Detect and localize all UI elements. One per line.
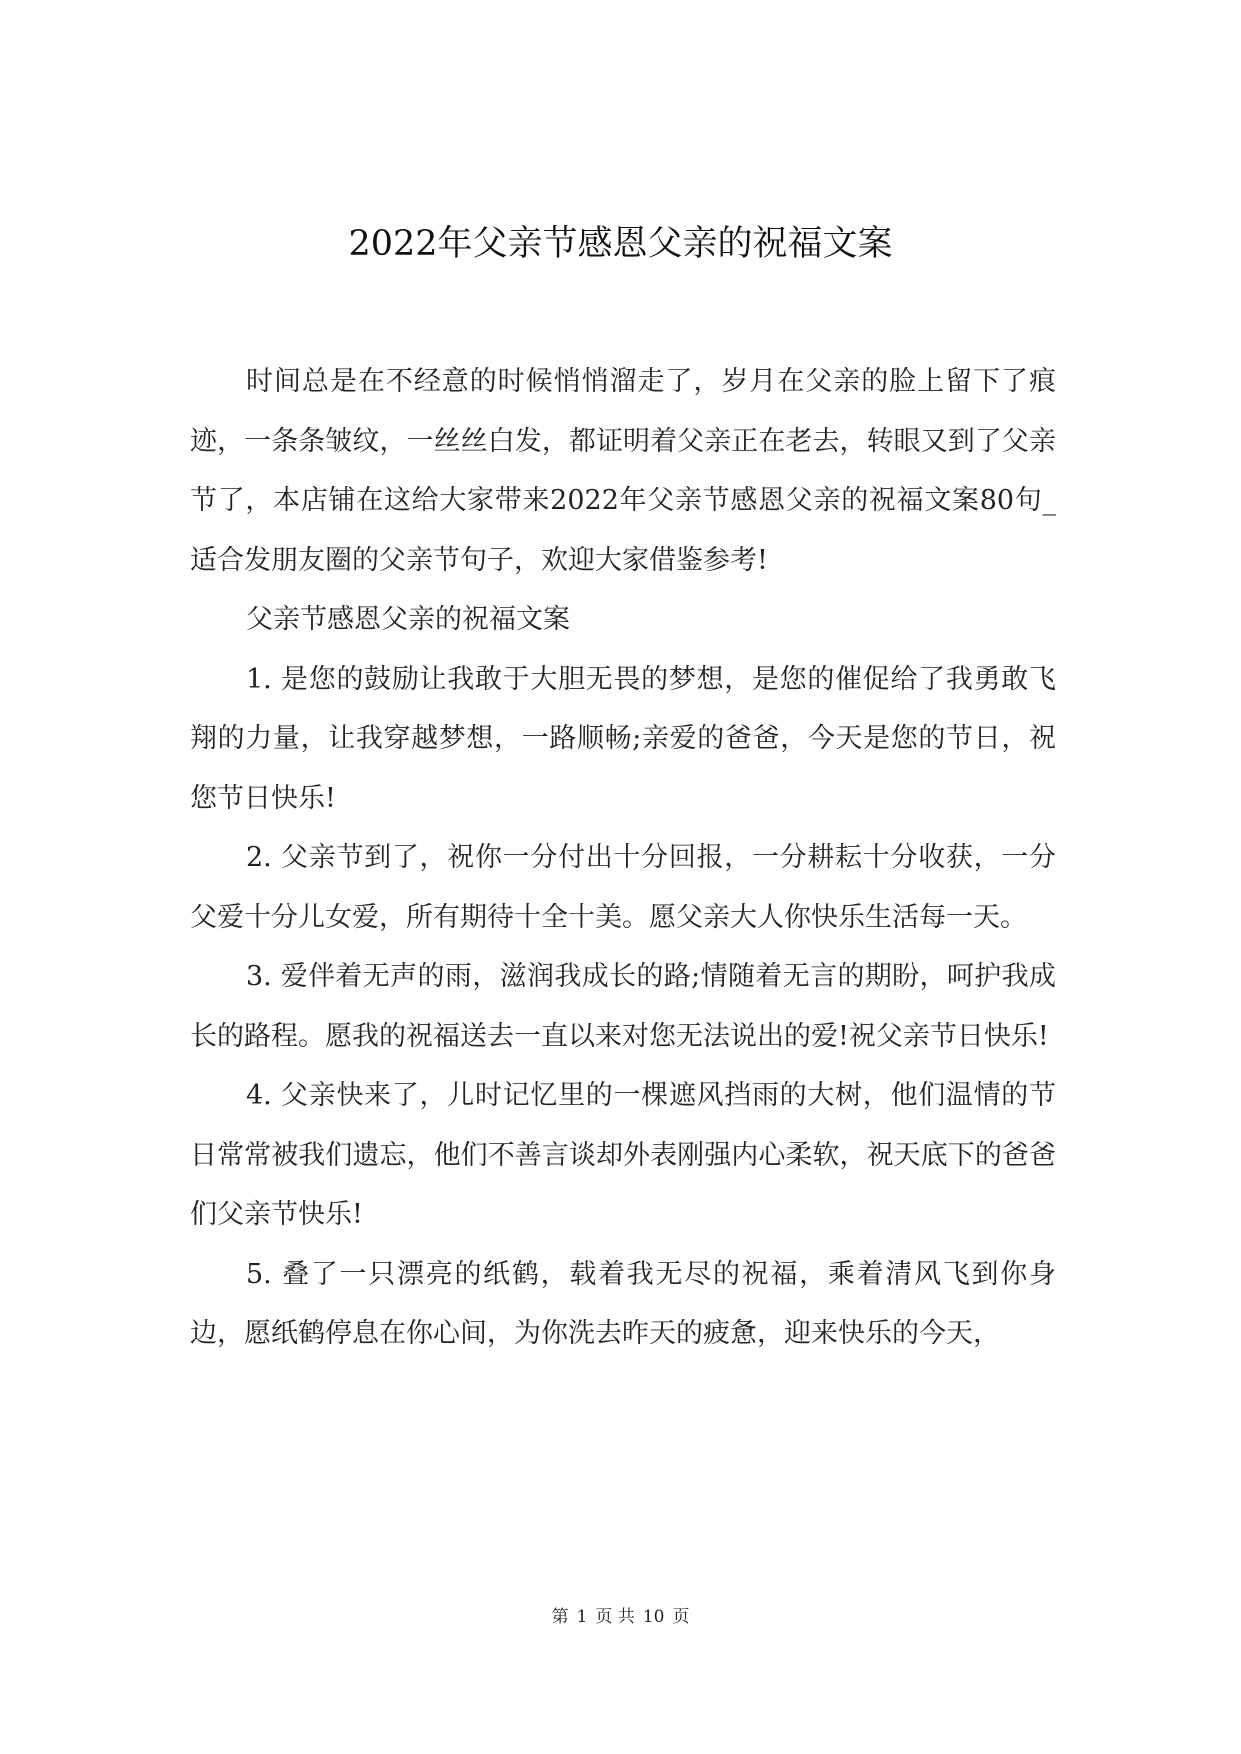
- list-item: 5. 叠了一只漂亮的纸鹤，载着我无尽的祝福，乘着清风飞到你身边，愿纸鹤停息在你心间，为你洗去昨天的疲惫，迎来快乐的今天，: [190, 1258, 1056, 1349]
- page-number: 1: [576, 1607, 588, 1627]
- footer-middle: 页 共: [595, 1607, 635, 1627]
- total-pages: 10: [642, 1607, 665, 1627]
- document-title: 2022年父亲节感恩父亲的祝福文案: [348, 224, 893, 264]
- list-item: 1. 是您的鼓励让我敢于大胆无畏的梦想，是您的催促给了我勇敢飞翔的力量，让我穿越梦想，一路顺畅;亲爱的爸爸，今天是您的节日，祝您节日快乐!: [190, 663, 1056, 814]
- footer-suffix: 页: [672, 1607, 690, 1627]
- intro-paragraph: 时间总是在不经意的时候悄悄溜走了，岁月在父亲的脸上留下了痕迹，一条条皱纹，一丝丝白发，都证明着父亲正在老去，转眼又到了父亲节了，本店铺在这给大家带来2022年父亲节感恩父亲的祝福文案80句_适合发朋友圈的父亲节句子，欢迎大家借鉴参考!: [190, 366, 1056, 576]
- page-footer: [0, 1607, 1241, 1627]
- document-body: [190, 352, 1056, 1364]
- list-item: 2. 父亲节到了，祝你一分付出十分回报，一分耕耘十分收获，一分父爱十分儿女爱，所有期待十全十美。愿父亲大人你快乐生活每一天。: [190, 842, 1056, 933]
- section-heading: 父亲节感恩父亲的祝福文案: [246, 604, 570, 635]
- list-item: 4. 父亲快来了，儿时记忆里的一棵遮风挡雨的大树，他们温情的节日常常被我们遗忘，他们不善言谈却外表刚强内心柔软，祝天底下的爸爸们父亲节快乐!: [190, 1080, 1056, 1230]
- list-item: 3. 爱伴着无声的雨，滋润我成长的路;情随着无言的期盼，呵护我成长的路程。愿我的祝福送去一直以来对您无法说出的爱!祝父亲节日快乐!: [190, 961, 1056, 1052]
- footer-prefix: 第: [551, 1607, 569, 1627]
